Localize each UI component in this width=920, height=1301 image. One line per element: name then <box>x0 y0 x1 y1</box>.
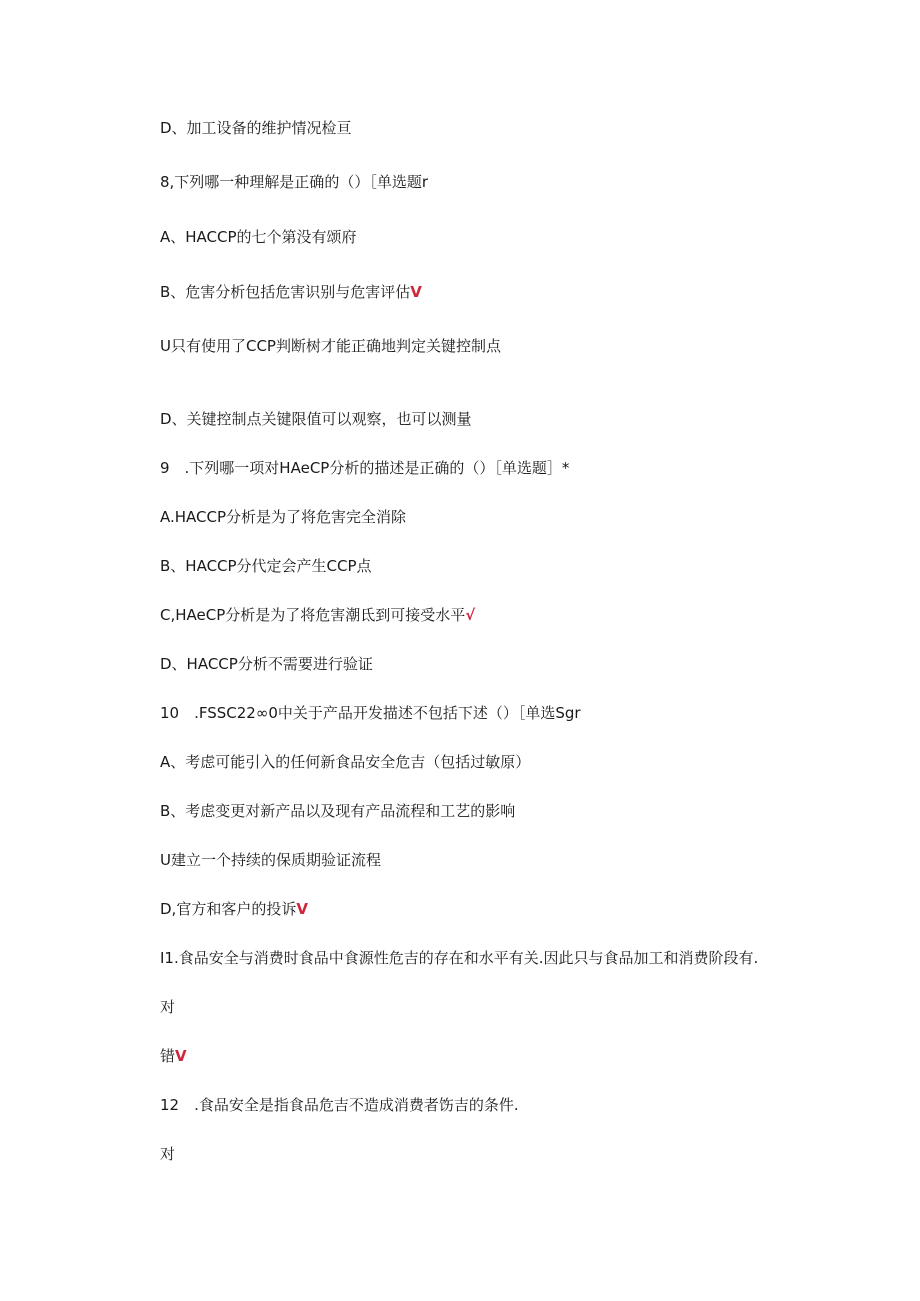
line-text: 错 <box>160 1047 176 1065</box>
option-10b <box>160 801 515 821</box>
option-10c <box>160 850 381 870</box>
line-text: 10 .FSSC22∞0中关于产品开发描述不包括下述（）［单选Sgr <box>160 704 581 722</box>
option-7d <box>160 118 352 138</box>
question-8 <box>160 172 428 192</box>
line-text: 对 <box>160 998 176 1016</box>
line-text: U只有使用了CCP判断树才能正确地判定关键控制点 <box>160 337 501 355</box>
correct-mark: V <box>410 283 422 301</box>
question-10 <box>160 703 581 723</box>
question-12 <box>160 1095 519 1115</box>
option-9b <box>160 556 372 576</box>
option-12-true <box>160 1144 175 1164</box>
option-8b <box>160 282 422 302</box>
line-text: I1.食品安全与消费时食品中食源性危吉的存在和水平有关.因此只与食品加工和消费阶段有. <box>160 949 759 967</box>
option-9a <box>160 507 406 527</box>
line-text: B、危害分析包括危害识别与危害评估 <box>160 283 411 301</box>
line-text: C,HAeCP分析是为了将危害潮氐到可接受水平 <box>160 606 466 624</box>
question-9 <box>160 458 569 478</box>
line-text: U建立一个持续的保质期验证流程 <box>160 851 381 869</box>
correct-mark: √ <box>465 606 476 624</box>
line-text: 对 <box>160 1145 176 1163</box>
option-8c <box>160 336 501 356</box>
option-8d <box>160 409 472 429</box>
line-text: A、考虑可能引入的任何新食品安全危吉（包括过敏原） <box>160 753 531 771</box>
line-text: 9 .下列哪一项对HAeCP分析的描述是正确的（）［单选题］* <box>160 459 570 477</box>
option-11-false <box>160 1046 187 1066</box>
line-text: A、HACCP的七个第没有颂府 <box>160 228 357 246</box>
line-text: D、关键控制点关键限值可以观察，也可以测量 <box>160 410 472 428</box>
option-10d <box>160 899 308 919</box>
question-11 <box>160 948 758 968</box>
line-text: D,官方和客户的投诉 <box>160 900 297 918</box>
option-8a <box>160 227 357 247</box>
option-11-true <box>160 997 175 1017</box>
line-text: B、考虑变更对新产品以及现有产品流程和工艺的影响 <box>160 802 516 820</box>
line-text: 12 .食品安全是指食品危吉不造成消费者饬吉的条件. <box>160 1096 519 1114</box>
line-text: 8,下列哪一种理解是正确的（）［单选题r <box>160 173 428 191</box>
line-text: B、HACCP分代定会产生CCP点 <box>160 557 372 575</box>
correct-mark: V <box>296 900 308 918</box>
line-text: D、加工设备的维护情况检亘 <box>160 119 352 137</box>
correct-mark: V <box>175 1047 187 1065</box>
line-text: D、HACCP分析不需要进行验证 <box>160 655 373 673</box>
option-10a <box>160 752 530 772</box>
option-9c <box>160 605 475 625</box>
option-9d <box>160 654 373 674</box>
line-text: A.HACCP分析是为了将危害完全消除 <box>160 508 407 526</box>
